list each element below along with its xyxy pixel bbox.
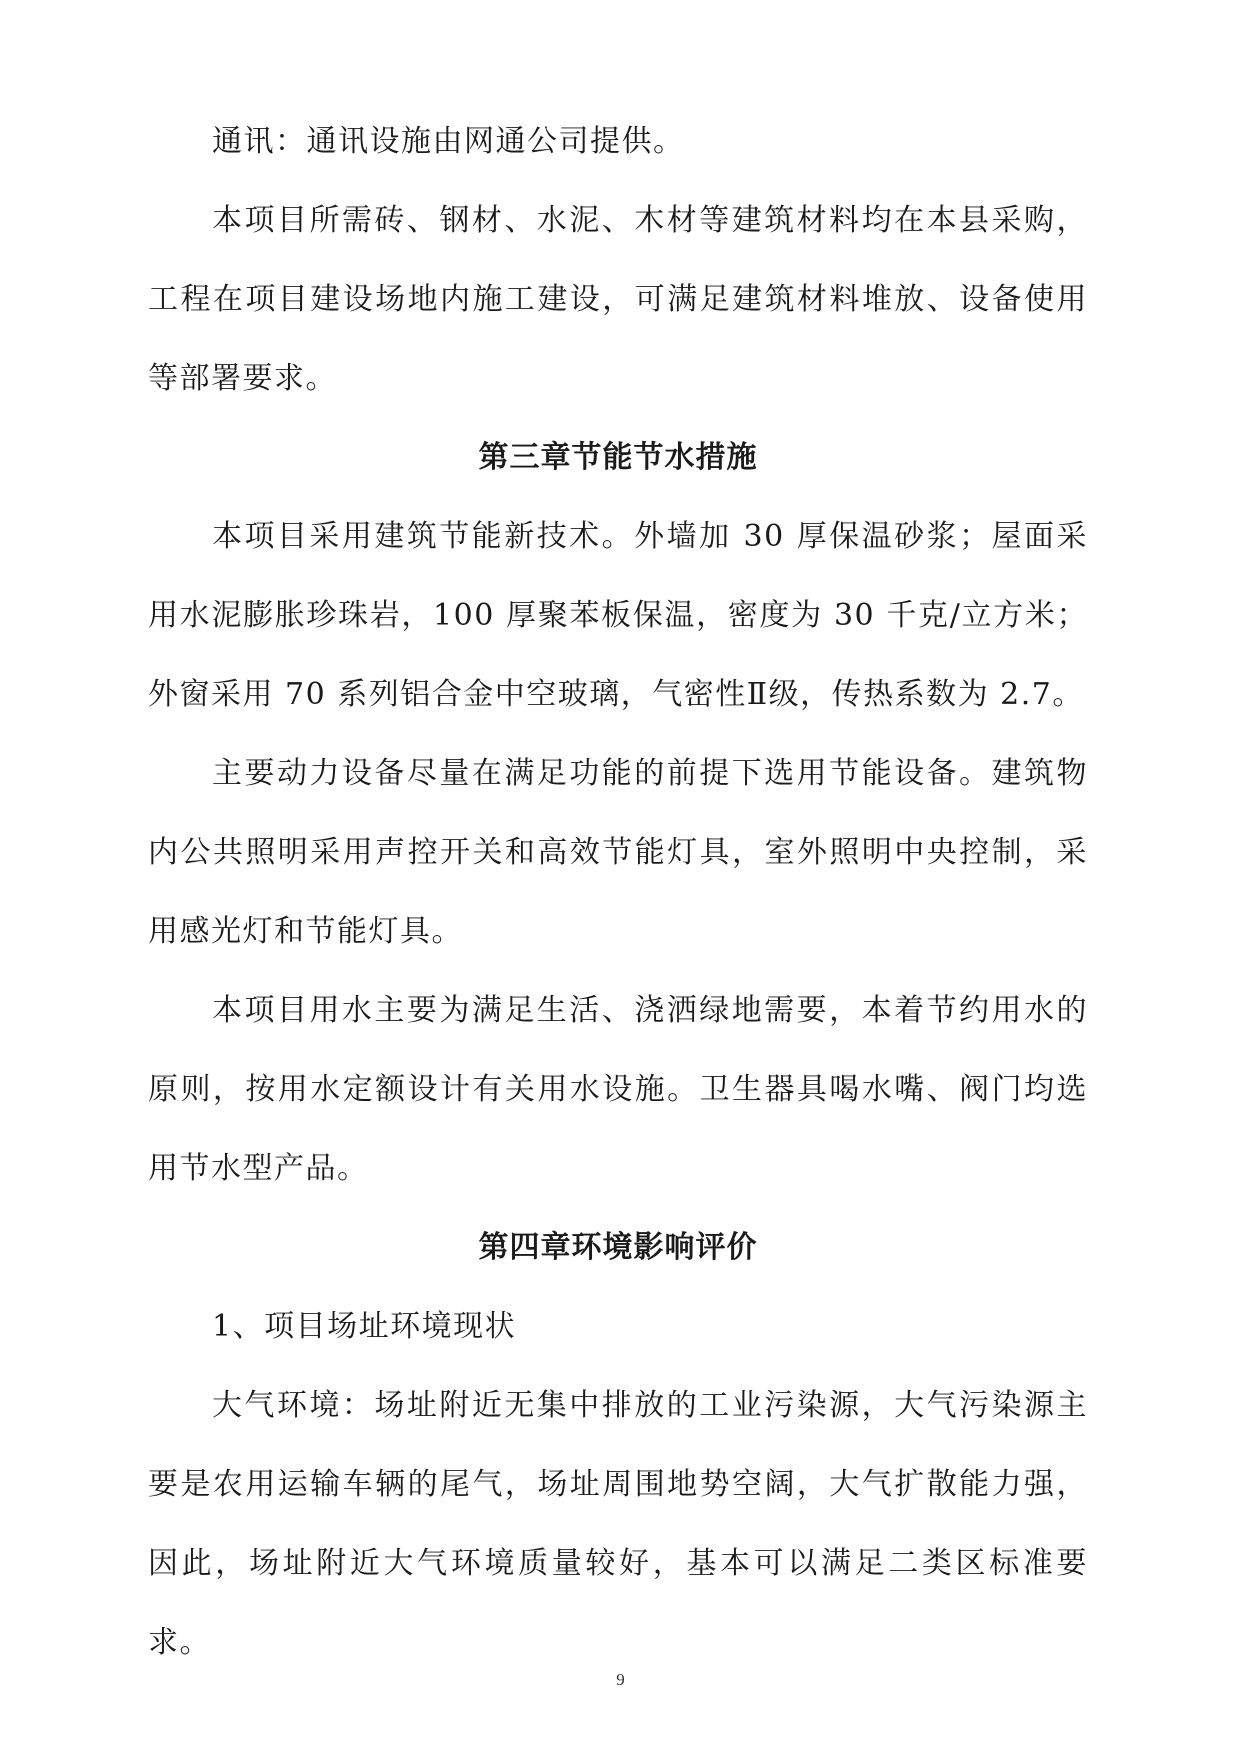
- paragraph-power-equipment: 主要动力设备尽量在满足功能的前提下选用节能设备。建筑物内公共照明采用声控开关和高效节能灯具，室外照明中央控制，采用感光灯和节能灯具。: [148, 756, 1088, 949]
- paragraph-water-use: 本项目用水主要为满足生活、浇洒绿地需要，本着节约用水的原则，按用水定额设计有关用水设施。卫生器具喝水嘴、阀门均选用节水型产品。: [148, 993, 1088, 1186]
- chapter-heading-energy-water: 第三章节能节水措施: [478, 440, 758, 475]
- paragraph-building-energy-tech: 本项目采用建筑节能新技术。外墙加 30 厚保温砂浆；屋面采用水泥膨胀珍珠岩，100 厚聚苯板保温，密度为 30 千克/立方米；外窗采用 70 系列铝合金中空玻璃，气密性Ⅱ级，传热系数为 2.7。: [148, 519, 1088, 712]
- paragraph-building-materials: 本项目所需砖、钢材、水泥、木材等建筑材料均在本县采购，工程在项目建设场地内施工建设，可满足建筑材料堆放、设备使用等部署要求。: [148, 203, 1088, 396]
- paragraph-air-environment: 大气环境：场址附近无集中排放的工业污染源，大气污染源主要是农用运输车辆的尾气，场址周围地势空阔，大气扩散能力强，因此，场址附近大气环境质量较好，基本可以满足二类区标准要求。: [148, 1388, 1088, 1660]
- page-number: 9: [616, 1670, 625, 1689]
- body-text: [148, 102, 1088, 1682]
- section-item-site-environment: 1、项目场址环境现状: [212, 1309, 517, 1344]
- paragraph-communications: 通讯：通讯设施由网通公司提供。: [212, 124, 685, 159]
- chapter-heading-environment: 第四章环境影响评价: [478, 1230, 758, 1265]
